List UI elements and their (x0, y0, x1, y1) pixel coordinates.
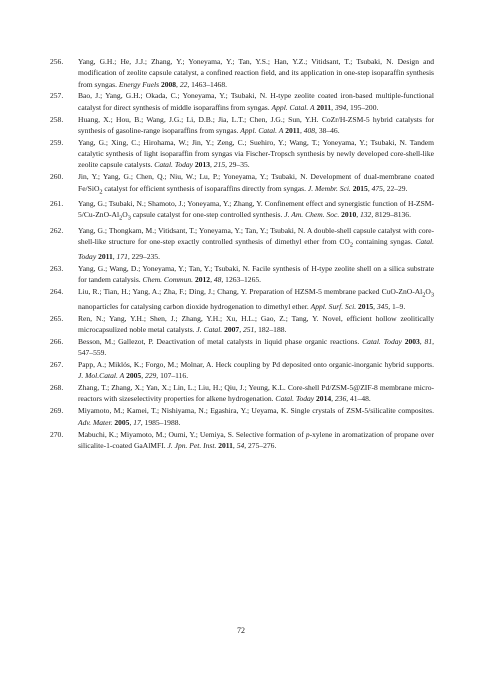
italic-segment: 345 (376, 301, 389, 311)
text-segment: , 1263–1265. (221, 275, 262, 284)
year-segment: 2015 (352, 183, 368, 193)
italic-segment: J. Jpn. Pet. Inst. (167, 440, 217, 450)
text-segment: Jin, Y.; Yang, G.; Chen, Q.; Niu, W.; Lu, P.; Yoneyama, Y.; Tsubaki, N. Development of dual-membrane coated Fe/SiO (78, 172, 434, 193)
reference-text (78, 406, 434, 426)
year-segment: 2008 (160, 79, 177, 89)
reference-item (50, 405, 434, 428)
reference-number: 270. (50, 429, 64, 439)
year-segment: 2005 (114, 417, 130, 427)
italic-segment: 408 (303, 125, 316, 135)
reference-number: 267. (50, 359, 64, 369)
reference-number: 265. (50, 313, 64, 323)
reference-text (78, 360, 434, 380)
reference-number: 268. (50, 383, 64, 393)
text-segment: , 38–46. (315, 125, 340, 135)
italic-segment: 229 (144, 371, 157, 381)
text-segment: Huang, X.; Hou, B.; Wang, J.G.; Li, D.B.; Jia, L.T.; Chen, J.G.; Sun, Y.H. CoZr/H-ZSM-5 hybrid catalysts for synthesis of gasoline-range isoparaffins from syngas. (78, 114, 434, 135)
text-segment: , (331, 102, 335, 112)
reference-text (78, 383, 434, 403)
italic-segment: J. Mol.Catal. A (78, 371, 125, 381)
text-segment: , (210, 160, 214, 170)
text-segment: -xylene in aromatization of propane over silicalite-1-coated GaAlMFI. (78, 429, 434, 450)
text-segment: , 29–35. (225, 160, 250, 170)
subscript: 2 (119, 214, 123, 222)
reference-item (50, 90, 434, 113)
reference-text (78, 287, 434, 311)
reference-text (78, 172, 434, 196)
text-segment: Yang, G.; Thongkam, M.; Vitidsant, T.; Yoneyama, Y.; Tan, Y.; Tsubaki, N. A double-shell capsule catalyst with core-shell-like structure for one-step exactly controlled synthesis of dimethyl ether from CO (78, 225, 434, 247)
reference-number: 262. (50, 225, 64, 235)
text-segment: Yang, G.H.; He, J.J.; Zhang, Y.; Yoneyama, Y.; Tan, Y.S.; Han, Y.Z.; Vitidsant, T.; Tsubaki, N. Design and modification of zeolite capsule catalyst, a confined reaction field, and its application in one-step isoparaffin synthesis from syngas. (78, 57, 434, 89)
subscript: 3 (127, 214, 131, 222)
text-segment: , (141, 371, 145, 381)
italic-segment: 215 (213, 160, 226, 170)
year-segment: 2007 (224, 324, 240, 334)
reference-item (50, 171, 434, 197)
italic-segment: J. Membr. Sci. (307, 183, 351, 193)
text-segment: , (239, 324, 243, 334)
reference-text (78, 226, 434, 261)
text-segment: Yang, G.; Xing, C.; Hirohama, W.; Jin, Y.; Zeng, C.; Suehiro, Y.; Wang, T.; Yoneyama, Y.; Tsubaki, N. Tandem catalytic synthesis of light isoparaffin from syngas via Fischer-Tropsch synthesis by newly developed core-shell-like zeolite capsule catalysts. (78, 137, 434, 170)
subscript: 2 (349, 241, 353, 249)
italic-segment: 251 (242, 324, 255, 334)
italic-segment: Appl. Catal. A (240, 125, 284, 135)
text-segment: , 275–276. (244, 440, 277, 450)
reference-item (50, 286, 434, 312)
year-segment: 2011 (98, 251, 113, 261)
text-segment: , (373, 301, 377, 311)
reference-item (50, 114, 434, 137)
year-segment: 2014 (316, 394, 332, 404)
reference-text (78, 314, 434, 334)
reference-number: 266. (50, 336, 64, 346)
text-segment: , 41–48. (346, 394, 371, 404)
italic-segment: Adv. Mater. (78, 417, 113, 427)
year-segment: 2003 (404, 336, 420, 346)
text-segment: , 8129–8136. (371, 210, 411, 220)
text-segment: , (331, 394, 335, 404)
text-segment: Liu, R.; Tian, H.; Yang, A.; Zha, F.; Ding, J.; Chang, Y. Preparation of HZSM-5 membrane packed CuO-ZnO-Al (78, 286, 423, 296)
year-segment: 2010 (341, 210, 357, 220)
text-segment: Bao, J.; Yang, G.H.; Okada, C.; Yoneyama, Y.; Tsubaki, N. H-type zeolite coated iron-based multiple-functional catalyst for direct synthesis of middle isoparaffins from syngas. (78, 91, 434, 112)
text-segment: , (367, 183, 372, 193)
year-segment: 2011 (285, 125, 300, 135)
text-segment: Besson, M.; Gallezot, P. Deactivation of metal catalysts in liquid phase organic reactions. (78, 336, 363, 346)
text-segment: , 229–235. (127, 251, 160, 261)
italic-segment: Catal. Today (275, 394, 315, 404)
text-segment: capsule catalyst for one-step controlled synthesis. (130, 210, 285, 220)
reference-text (78, 115, 434, 135)
text-segment: Mabuchi, K.; Miyamoto, M.; Oumi, Y.; Uemiya, S. Selective formation of (78, 429, 306, 439)
year-segment: 2011 (316, 102, 332, 112)
reference-list (50, 56, 434, 452)
reference-item (50, 137, 434, 171)
year-segment: 2013 (194, 160, 210, 170)
text-segment: Papp, A.; Miklós, K.; Forgo, M.; Molnar, A. Heck coupling by Pd deposited onto organic-inorganic hybrid supports. (78, 359, 434, 369)
italic-segment: Catal. Today (154, 160, 194, 170)
italic-segment: Chem. Commun. (142, 275, 194, 284)
italic-segment: Catal. Today (78, 237, 434, 261)
italic-segment: J. Catal. (196, 324, 223, 334)
reference-item (50, 382, 434, 405)
text-segment: O (122, 210, 128, 220)
page-number: 72 (237, 626, 245, 635)
reference-text (78, 91, 434, 111)
reference-text (78, 199, 434, 222)
italic-segment: Appl. Catal. A (271, 102, 315, 112)
text-segment: , 1–9. (388, 301, 406, 311)
text-segment: , (176, 79, 180, 89)
text-segment: , 1463–1468. (187, 79, 227, 89)
italic-segment: 81 (424, 336, 433, 346)
text-segment: nanoparticles for catalysing carbon dioxide hydrogenation to dimethyl ether. (78, 301, 311, 311)
reference-number: 263. (50, 263, 64, 273)
italic-segment: 132 (360, 210, 372, 220)
text-segment: Yang, G.; Tsubaki, N.; Shamoto, J.; Yoneyama, Y.; Zhang, Y. Confinement effect and synergistic function of H-ZSM-5/Cu-ZnO-Al (78, 199, 434, 220)
text-segment: , 547–559. (78, 336, 434, 358)
text-segment: , (112, 251, 117, 261)
reference-number: 269. (50, 406, 64, 416)
reference-item (50, 429, 434, 452)
reference-number: 260. (50, 172, 64, 182)
text-segment: , (299, 125, 304, 135)
reference-number: 256. (50, 57, 64, 66)
year-segment: 2005 (126, 371, 142, 381)
subscript: 3 (430, 291, 434, 299)
reference-text (78, 430, 434, 450)
italic-segment: J. Am. Chem. Soc. (284, 210, 340, 220)
text-segment: , 107–116. (156, 371, 189, 381)
reference-item (50, 359, 434, 382)
reference-item (50, 198, 434, 224)
italic-segment: Energy Fuels (118, 79, 160, 89)
text-segment: , (232, 440, 237, 450)
reference-item (50, 56, 434, 90)
subscript: 2 (99, 188, 103, 196)
year-segment: 2011 (218, 440, 233, 450)
year-segment: 2012 (194, 275, 211, 284)
text-segment: O (425, 286, 431, 296)
text-segment: , 195–200. (346, 102, 379, 112)
italic-segment: Catal. Today (362, 336, 402, 346)
reference-item (50, 225, 434, 262)
reference-number: 261. (50, 199, 64, 209)
reference-number: 264. (50, 286, 64, 296)
reference-text (78, 337, 434, 357)
text-segment: , (419, 336, 425, 346)
italic-segment: 22 (179, 79, 188, 89)
subscript: 2 (422, 291, 426, 299)
text-segment: , (210, 275, 214, 284)
text-segment: , (356, 210, 360, 220)
text-segment: , 22–29. (382, 183, 408, 193)
text-segment: Ren, N.; Yang, Y.H.; Shen, J.; Zhang, Y.H.; Xu, H.L.; Gao, Z.; Tang, Y. Novel, efficient hollow zeolitically microcapsulized noble metal catalysts. (78, 313, 434, 334)
italic-segment: 171 (116, 251, 128, 261)
italic-segment: p (305, 429, 310, 439)
italic-segment: 475 (371, 183, 383, 193)
text-segment: , (129, 417, 134, 427)
italic-segment: 48 (213, 275, 222, 284)
reference-number: 259. (50, 137, 64, 147)
italic-segment: 236 (334, 394, 347, 404)
text-segment: Miyamoto, M.; Kamei, T.; Nishiyama, N.; Egashira, Y.; Ueyama, K. Single crystals of ZSM-5/silicalite composites. (78, 406, 434, 416)
italic-segment: 394 (334, 102, 347, 112)
reference-text (78, 264, 434, 284)
text-segment: , 182–188. (254, 324, 287, 334)
reference-text (78, 57, 434, 89)
reference-item (50, 313, 434, 336)
text-segment: catalyst for efficient synthesis of isoparaffins directly from syngas. (102, 183, 308, 193)
reference-item (50, 263, 434, 286)
reference-item (50, 336, 434, 359)
text-segment: containing syngas. (352, 237, 416, 247)
italic-segment: Appl. Surf. Sci. (310, 301, 357, 311)
italic-segment: 17 (133, 417, 141, 427)
year-segment: 2015 (358, 301, 374, 311)
text-segment: Yang, G.; Wang, D.; Yoneyama, Y.; Tan, Y.; Tsubaki, N. Facile synthesis of H-type zeolite shell on a silica substrate for tandem catalysis. (78, 263, 434, 284)
reference-text (78, 138, 434, 170)
reference-number: 258. (50, 114, 64, 124)
reference-number: 257. (50, 91, 64, 101)
text-segment: Zhang, T.; Zhang, X.; Yan, X.; Lin, L.; Liu, H.; Qiu, J.; Yeung, K.L. Core-shell Pd/ZSM-5@ZIF-8 membrane micro-reactors with sizeselectivity properties for alkene hydrogenation. (78, 383, 434, 404)
italic-segment: 54 (236, 440, 245, 450)
text-segment: , 1985–1988. (140, 417, 181, 427)
